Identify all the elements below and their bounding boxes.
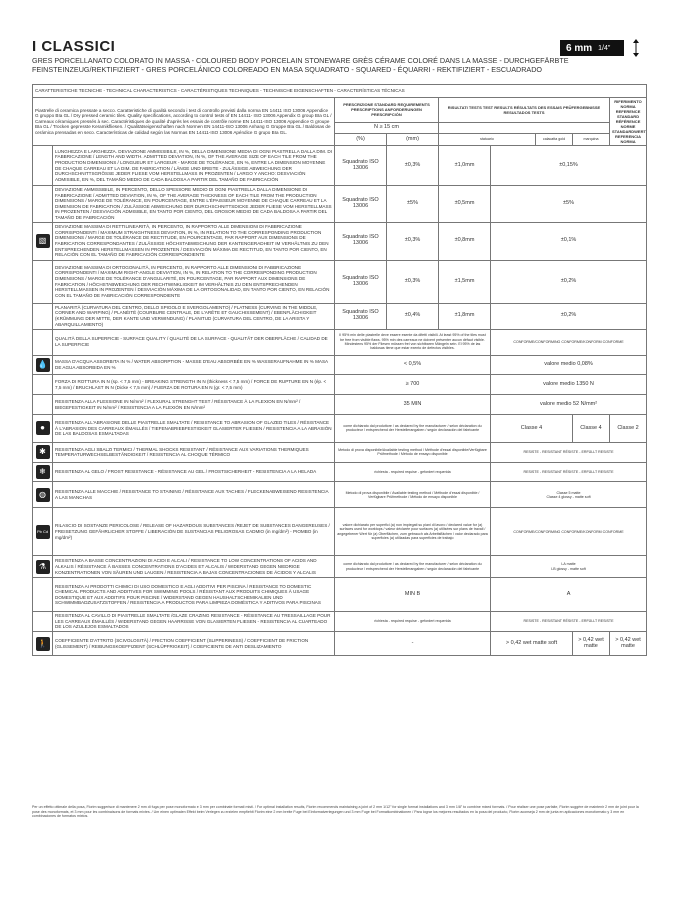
row-requirement: MIN B	[335, 578, 491, 612]
row-result: valore medio 1350 N	[491, 375, 647, 395]
norm-header: RIFERIMENTO NORMA REFERENCE STANDARD RÉFÉRENCE NORME STANDARDWERT REFERENCIA NORMA	[610, 98, 647, 146]
row-description: PLANARITÀ (CURVATURA DEL CENTRO, DELLO SPIGOLO E SVERGOLAMENTO) / FLATNESS (CURVING IN THE MIDDLE, CORNER AND WARPING) / PLANÉITÉ (COURBURE CENTRALE, DE L'ARÊTE ET GAUCHISSEMENT) / EBENFLÄCHIGKEIT (KRÜMMUNG DER MITTE, DER KANTE UND VERWINDUNG) / PLANITUD (CURVATURA DEL CENTRO, DE LA ARISTA Y ABARQUILLAMIENTO)	[53, 303, 335, 329]
table-row	[33, 442, 647, 462]
row-requirement-mm: ±1,5mm	[439, 260, 491, 303]
row-requirement-percent: ±0,3%	[387, 146, 439, 186]
row-icon-cell	[33, 612, 53, 632]
property-icon: ▧	[36, 234, 50, 248]
page-title: I CLASSICI	[32, 38, 116, 55]
row-result-part: > 0,42 wet matte soft	[491, 632, 573, 656]
row-requirement-percent: ±0,3%	[387, 222, 439, 260]
row-result: ±0,1%	[491, 222, 647, 260]
row-icon-cell	[33, 303, 53, 329]
table-row	[33, 632, 647, 656]
thickness-mm: 6 mm	[566, 42, 593, 54]
table-row	[33, 556, 647, 578]
percent-label: (%)	[335, 134, 387, 146]
row-result: valore medio 0,08%	[491, 355, 647, 375]
row-result: RESISTE - RESISTANT RÉSISTE - ERFÜLLT RESISTE	[491, 612, 647, 632]
row-icon-cell	[33, 355, 53, 375]
row-result: RESISTE - RESISTANT RÉSISTE - ERFÜLLT RESISTE	[491, 462, 647, 482]
thickness-badge	[560, 40, 624, 56]
thickness-arrow-icon	[632, 39, 640, 57]
row-result-part: > 0,42 wet matte	[610, 632, 647, 656]
row-description: DEVIAZIONE MASSIMA DI RETTILINEARITÀ, IN PERCENTO, IN RAPPORTO ALLE DIMENSIONI DI FABBRICAZIONE CORRISPONDENTI / MAXIMUM STRAIGHTNESS DEVIATION, IN %, IN RELATION TO THE CORRESPONDING PRODUCTION DIMENSIONS / MARGE DE TOLÉRANCE DE RECTITUDE, EN POURCENTAGE, PAR RAPPORT AUX DIMENSIONS DE FABRICATION CORRESPONDANTES / ZULÄSSIGE HÖCHSTABWEICHUNG DER KANTENGERADHEIT IM VERHÄLTNIS ZU DEN ENTSPRECHENDEN HERSTELLMASSEN IN PROZENTEN / DESVIACIÓN MÁXIMA DE RECTITUD, EN TANTO POR CIENTO, EN RELACIÓN CON EL TAMAÑO DE FABRICACIÓN CORRESPONDIENTE	[53, 222, 335, 260]
row-requirement: valore dichiarato per superfici (a) non impiegati su piani di lavoro / declared value for (a) surfaces used for worktops / valeur déclarée pour surfaces (a) utilisées sur plans de travail / angegebener Wert für (a) Oberflächen, zum gebrauch als Arbeitsflächen / valor declarado para superficies (a) utilizadas para superficies de trabajo	[335, 508, 491, 556]
requirements-header: PRESCRIZIONE STANDARD REQUIREMENTS PRESCRIPTIONS ANFORDERUNGEN PRESCRIPCIÓN	[335, 98, 439, 123]
row-result: Classe 5 matte Classe 4 glossy - matte soft	[491, 482, 647, 508]
row-requirement: come dichiarato dal produttore / as declared by the manufacturer / selon déclaration du producteur / entsprechend der Herstellerangaben / según declaración del fabricante	[335, 556, 491, 578]
row-requirement-percent: ±5%	[387, 186, 439, 223]
table-row	[33, 329, 647, 355]
row-result: ±5%	[491, 186, 647, 223]
row-description: LUNGHEZZA E LARGHEZZA. DEVIAZIONE AMMISSIBILE, IN %, DELLA DIMENSIONE MEDIA DI OGNI PIASTRELLA DALLA DIM. DI FABBRICAZIONE / LENGTH AND WIDTH. ADMITTED DEVIATION, IN %, OF THE AVERAGE SIZE OF EACH TILE FROM THE PRODUCTION DIMENSIONS / LONGUEUR ET LARGEUR - MARGE DE TOLÉRANCE, EN %, ENTRE LA DIMENSION MOYENNE DE CHAQUE CARREAU ET LA DIM. DE FABRICATION / LÄNGE UND BREITE - ZULÄSSIGE ABWEICHUNG DER DURCHSCHNITTSGRÖSSE JEDER FLIESE VOM HERSTELLMASS IN PROZENTEN / LARGO Y ANCHO: DESVIACIÓN ADMISIBLE, EN %, DEL TAMAÑO MEDIO DE CADA BALDOSA A PARTIR DEL TAMAÑO DE FABRICACIÓN	[53, 146, 335, 186]
row-description: FORZA DI ROTTURA IN N (sp. < 7,5 mm) - BREAKING STRENGTH IN N (thickness < 7,5 mm) / FORCE DE RUPTURE EN N (ép. < 7,5 mm) / BRUCHLAST IN N (Dicke < 7,5 mm) / FUERZA DE ROTURA EN N (gr. < 7,5 mm)	[53, 375, 335, 395]
table-row	[33, 414, 647, 442]
calacatta-label: calacatta gold	[536, 134, 573, 146]
mm-label: (mm)	[387, 134, 439, 146]
row-requirement-type: Squadrato ISO 13006	[335, 146, 387, 186]
row-icon-cell	[33, 556, 53, 578]
row-icon-cell	[33, 508, 53, 556]
table-row	[33, 375, 647, 395]
row-requirement-type: Squadrato ISO 13006	[335, 222, 387, 260]
row-icon-cell	[33, 482, 53, 508]
row-requirement-percent: ±0,3%	[387, 260, 439, 303]
table-row	[33, 260, 647, 303]
row-icon-cell	[33, 222, 53, 260]
product-subtitle: GRES PORCELLANATO COLORATO IN MASSA - COLOURED BODY PORCELAIN STONEWARE GRÈS CÉRAME COLORÉ DANS LA MASSE - DURCHGEFÄRBTE FEINSTEINZEUG/REKTIFIZIERT - GRES PORCELÁNICO COLOREADO EN MASA SQUADRATO - SQUARED - ÉQUARRI - REKTIFIZIERT - ESCUADRADO	[32, 56, 569, 74]
table-row	[33, 395, 647, 415]
row-description: RESISTENZA AGLI SBALZI TERMICI / THERMAL SHOCKS RESISTANT / RÉSISTANCE AUX VARIATIONS THERMIQUES TEMPERATURWECHSELBESTÄNDIGKEIT / RESISTENCIA AL CHOQUE TÉRMICO	[53, 442, 335, 462]
row-icon-cell	[33, 260, 53, 303]
row-requirement-percent: ±0,4%	[387, 303, 439, 329]
row-requirement-mm: ±0,8mm	[439, 222, 491, 260]
row-description: RESISTENZA A BASSE CONCENTRAZIONI DI ACIDI E ALCALI / RESISTANCE TO LOW CONCENTRATIONS OF ACIDS AND ALKALIS / RÉSISTANCE À BASSES CONCENTRATIONS D'ACIDES ET ALCALIS / WIDERSTAND GEGEN NIEDRIGE KONZENTRATIONEN VON SÄUREN UND LAUGEN / RESISTENCIA A BAJAS CONCENTRACIONES DE ÁCIDOS Y ALCALIS	[53, 556, 335, 578]
property-icon: ✱	[36, 445, 50, 459]
statuario-label: statuario	[439, 134, 536, 146]
table-row	[33, 578, 647, 612]
results-header: RISULTATI TESTS TEST RESULTS RÉSULTATS DES ESSAIS PRÜFERGEBNISSE RESULTADOS TESTS	[439, 98, 610, 123]
row-result-part: > 0,42 wet matte	[573, 632, 610, 656]
row-result: ±0,2%	[491, 260, 647, 303]
table-row	[33, 222, 647, 260]
row-result-part: Classe 4	[491, 414, 573, 442]
table-row	[33, 186, 647, 223]
row-requirement: Metodo di prova disponibile/Available testing method / Méthode d'essai disponible/Verfügbare Prüfmethode / Método de ensayo disponible	[335, 442, 491, 462]
row-result: A	[491, 578, 647, 612]
marquina-label: marquina	[573, 134, 610, 146]
row-result: valore medio 52 N/mm²	[491, 395, 647, 415]
table-row	[33, 146, 647, 186]
row-requirement: Metodo di prova disponibile / Available testing method / Méthode d'essai disponible / Verfügbare Prüfmethode / Método de ensayo disponible	[335, 482, 491, 508]
row-description: RESISTENZA ALL'ABRASIONE DELLE PIASTRELLE SMALTATE / RESISTANCE TO ABRASION OF GLAZED TILES / RÉSISTANCE À L'ABRASION DES CARREAUX ÉMAILLÉS / TIEFENABRIEBFESTIGKEIT GLASIERTER FLIESEN / RESISTENCIA A LA ABRASIÓN DE LAS BALDOSAS ESMALTADAS	[53, 414, 335, 442]
row-result: CONFORME/CONFORMING CONFORME/KONFORM CONFORME	[491, 329, 647, 355]
row-requirement-type: Squadrato ISO 13006	[335, 186, 387, 223]
footnote: Per un effetto ottimale della posa, Florim suggerisce di mantenere 2 mm di fuga per pose monoformato e 3 mm per combinate formati misti. / For optimal installation results, Florim recommends maintaining a joint of 2 mm 1/12" for single format installations and 3 mm 1/8" to combine mixed formats. / Pour réaliser une pose parfaite, Florim suggère de maintenir 2 mm de joint pour la pose des monoformats, et 3 mm pour les combinaisons de formats mixtes. / Um einen optimalen Effekt beim Verlegen zu erzielen empfiehlt Florim eine 2 mm breite Fuge bei Einformatverlegungen und 3 mm Fuge bei Formatkombinationen / Para lograr los mejores resultados en la posa del producto, Florim aconseja 2 mm de junta en aplicaciones monoformato y 3 mm en combinaciones de formatos mixtos.	[32, 805, 639, 818]
row-requirement: < 0,5%	[335, 355, 491, 375]
row-description: COEFFICIENTE D'ATTRITO (SCIVOLOSITÀ) / FRICTION COEFFICIENT (SLIPPERINESS) / COEFFICIENT DE FRICTION (GLISSEMENT) / REIBUNGSKOEFFIZIENT (SCHLÜPFRIGKEIT) / COEFICIENTE DE ANTI DESLIZAMIENTO	[53, 632, 335, 656]
table-row	[33, 482, 647, 508]
row-icon-cell	[33, 442, 53, 462]
row-icon-cell	[33, 462, 53, 482]
row-requirement: ≥ 700	[335, 375, 491, 395]
row-description: RESISTENZA AL GELO / FROST RESISTANCE - RÉSISTANCE AU GEL / FROSTSICHERHEIT - RESISTENCIA A LA HELADA	[53, 462, 335, 482]
row-icon-cell	[33, 632, 53, 656]
table-row	[33, 612, 647, 632]
row-requirement: -	[335, 632, 491, 656]
property-icon: 🚶	[36, 637, 50, 651]
row-icon-cell	[33, 329, 53, 355]
row-description: DEVIAZIONE MASSIMA DI ORTOGONALITÀ, IN PERCENTO, IN RAPPORTO ALLE DIMENSIONI DI FABBRICAZIONE CORRISPONDENTI / MAXIMUM RIGHT-ANGLE DEVIATION, IN %, IN RELATION TO THE CORRESPONDING PRODUCTION DIMENSIONS / MARGE DE TOLÉRANCE D'ANGULARITÉ, EN POURCENTAGE, PAR RAPPORT AUX DIMENSIONS DE FABRICATION / HÖCHSTABWEICHUNG DER RECHTWINKLIGKEIT IM VERHÄLTNIS ZU DEN ENTSPRECHENDEN HERSTELLMASSEN IN PROZENTEN / DESVIACIÓN MÁXIMA DE LA ORTOGONALIDAD, EN TANTO POR CIENTO, EN RELACIÓN CON EL TAMAÑO DE FABRICACIÓN CORRESPONDIENTE	[53, 260, 335, 303]
row-description: RESISTENZA ALLE MACCHIE / RESISTANCE TO STAINING / RÉSISTANCE AUX TACHES / FLECKENABWEISEND RESISTENCIA A LAS MANCHAS	[53, 482, 335, 508]
row-icon-cell	[33, 186, 53, 223]
table-row	[33, 508, 647, 556]
row-result-part: Classe 4	[573, 414, 610, 442]
row-requirement: richiesta - required requise - gefordert requerida	[335, 612, 491, 632]
size-label: N ≥ 15 cm	[335, 122, 439, 134]
property-icon: ◍	[36, 488, 50, 502]
property-icon: ⚗	[36, 560, 50, 574]
row-result: ±0,2%	[491, 303, 647, 329]
row-description: MASSA D'ACQUA ASSORBITA IN % / WATER ABSORPTION - MASSE D'EAU ABSORBÉE EN % WASSERAUFNAHME IN % MASA DE AGUA ABSORBIDA EN %	[53, 355, 335, 375]
row-icon-cell	[33, 375, 53, 395]
table-row	[33, 355, 647, 375]
row-icon-cell	[33, 578, 53, 612]
row-description: DEVIAZIONE AMMISSIBILE, IN PERCENTO, DELLO SPESSORE MEDIO DI OGNI PIASTRELLA DALLA DIMENSIONE DI FABBRICAZIONE / ADMITTED DEVIATION, IN %, OF THE AVERAGE THICKNESS OF EACH TILE FROM THE PRODUCTION DIMENSIONS / MARGE DE TOLÉRANCE, EN POURCENTAGE, ENTRE L'ÉPAISSEUR MOYENNE DE CHAQUE CARREAU ET LA DIMENSION DE FABRICATION / ZULÄSSIGE ABWEICHUNG DER DURCHSCHNITTSDICKE JEDER FLIESE VOM HERSTELLMASS IN PROZENTEN / DESVIACIÓN ADMISIBLE, EN TANTO POR CIENTO, DEL GROSOR MEDIO DE CADA BALDOSA A PARTIR DEL TAMAÑO DE FABRICACIÓN	[53, 186, 335, 223]
row-result: LA matte LB glossy - matte soft	[491, 556, 647, 578]
row-description: RESISTENZA AL CAVILLO DI PIASTRELLE SMALTATE /GLAZE CRAZING RESISTANCE - RÉSISTANCE AU TRESSAILLAGE POUR LES CARREAUX ÉMAILLÉS / WIDERSTAND GEGEN HAARRISSE VON GLASIERTEN FLIESEN - RESISTENCIA AL CUARTEADO DE LOS AZULEJOS ESMALTADOS	[53, 612, 335, 632]
row-requirement-type: Squadrato ISO 13006	[335, 303, 387, 329]
property-icon: Pb Cd	[36, 525, 50, 539]
row-result-part: Classe 2	[610, 414, 647, 442]
row-requirement-type: Squadrato ISO 13006	[335, 260, 387, 303]
row-description: RESISTENZA ALLA FLESSIONE IN N/mm² / FLEXURAL STRENGHT TEST / RÉSISTANCE À LA FLEXION EN N/mm² / BIEGEFESTIGKEIT IN N/mm² / RESISTENCIA A LA FLEXIÓN EN N/mm²	[53, 395, 335, 415]
row-icon-cell	[33, 395, 53, 415]
row-requirement: richiesta - required requise - gefordert requerida	[335, 462, 491, 482]
row-icon-cell	[33, 146, 53, 186]
property-icon: ❄	[36, 465, 50, 479]
row-requirement: 35 MIN	[335, 395, 491, 415]
row-requirement: Il 95% min delle piastrelle deve essere esente da difetti visibili. At least 95% of the tiles must be free from visible flaws. 95% min des carreaux ne doivent présenter aucun défaut visible. Mindestens 95% der Fliesen müssen frei von sichtbaren Mängeln sein. El 95% de las baldosas tiene que estar exento de defectos visibles.	[335, 329, 491, 355]
table-row	[33, 462, 647, 482]
row-requirement-mm: ±1,0mm	[439, 146, 491, 186]
row-result: CONFORME/CONFORMING CONFORME/KONFORM CONFORME	[491, 508, 647, 556]
thickness-inch: 1/4"	[598, 44, 611, 52]
intro-text: Piastrelle di ceramica pressate a secco. Caratteristiche di qualità secondo i test di controllo previsti dalla norma EN 14411 ISO 13006 Appendice G gruppo BIa GL / Dry pressed ceramic tiles. Quality specifications, according to control tests of EN 14411- ISO 13006 Appendix G group BIa GL / Carreaux céramiques pressés à sec. Caractéristiques de qualité d'après les essais de contrôle norme EN 14411-ISO 13006 Appendice G groupe BIa GL / Trocken gepresste Keramikfliesen. / Qualitätseigenschaften nach Normen EN 14411-ISO 13006 Anhang G Gruppe BIa GL / Baldosas de cerámica prensadas en seco. Características de calidad según las Normas EN 14411-ISO 13006 Apéndice G grupo BIa GL.	[33, 98, 335, 146]
table-row	[33, 303, 647, 329]
row-requirement-mm: ±1,8mm	[439, 303, 491, 329]
row-description: RESISTENZA AI PRODOTTI CHIMICI DI USO DOMESTICO E AGLI ADDITIVI PER PISCINA / RESISTANCE TO DOMESTIC CHEMICAL PRODUCTS AND ADDITIVES FOR SWIMMING POOLS / RÉSISTANT AUX PRODUITS CHIMIQUES À USAGE DOMESTIQUE ET AUX ADDITIFS POUR PISCINE / WIDERSTAND GEGEN HAUSHALTSCHEMIKALIEN UND SCHWIMMBADZUSATZSTOFFEN / RESISTENCIA A PRODUCTOS PARA LIMPIEZA DOMÉSTICA Y ADITIVOS PARA PISCINAS	[53, 578, 335, 612]
row-description: QUALITÀ DELLA SUPERFICIE - SURFACE QUALITY / QUALITÉ DE LA SURFACE - QUALITÄT DER OBERFLÄCHE / CALIDAD DE LA SUPERFICIE	[53, 329, 335, 355]
property-icon: ●	[36, 421, 50, 435]
row-result: RESISTE - RESISTANT RÉSISTE - ERFÜLLT RESISTE	[491, 442, 647, 462]
section-title: CARATTERISTICHE TECNICHE - TECHNICAL CHARACTERISTICS - CARACTÉRISTIQUES TECHNIQUES - TECHNISCHE EIGENSCHAFTEN - CARACTERÍSTICAS TÉCNICAS	[33, 85, 647, 98]
row-result: ±0,15%	[491, 146, 647, 186]
technical-characteristics-table	[32, 84, 647, 656]
row-requirement-mm: ±0,5mm	[439, 186, 491, 223]
row-requirement: come dichiarato dal produttore / as declared by the manufacturer / selon déclaration du producteur / entsprechend der Herstellerangaben / según declaración del fabricante	[335, 414, 491, 442]
row-description: RILASCIO DI SOSTANZE PERICOLOSE / RELEASE OF HAZARDOUS SUBSTANCES /REJET DE SUBSTANCES DANGEREUSES / FREISETZUNG GEFÄHRLICHER STOFFE / LIBERACIÓN DE SUSTANCIAS PELIGROSAS CADMIO (in mg/dm²) - PIOMBO (in mg/dm²)	[53, 508, 335, 556]
property-icon: 💧	[36, 358, 50, 372]
row-icon-cell	[33, 414, 53, 442]
